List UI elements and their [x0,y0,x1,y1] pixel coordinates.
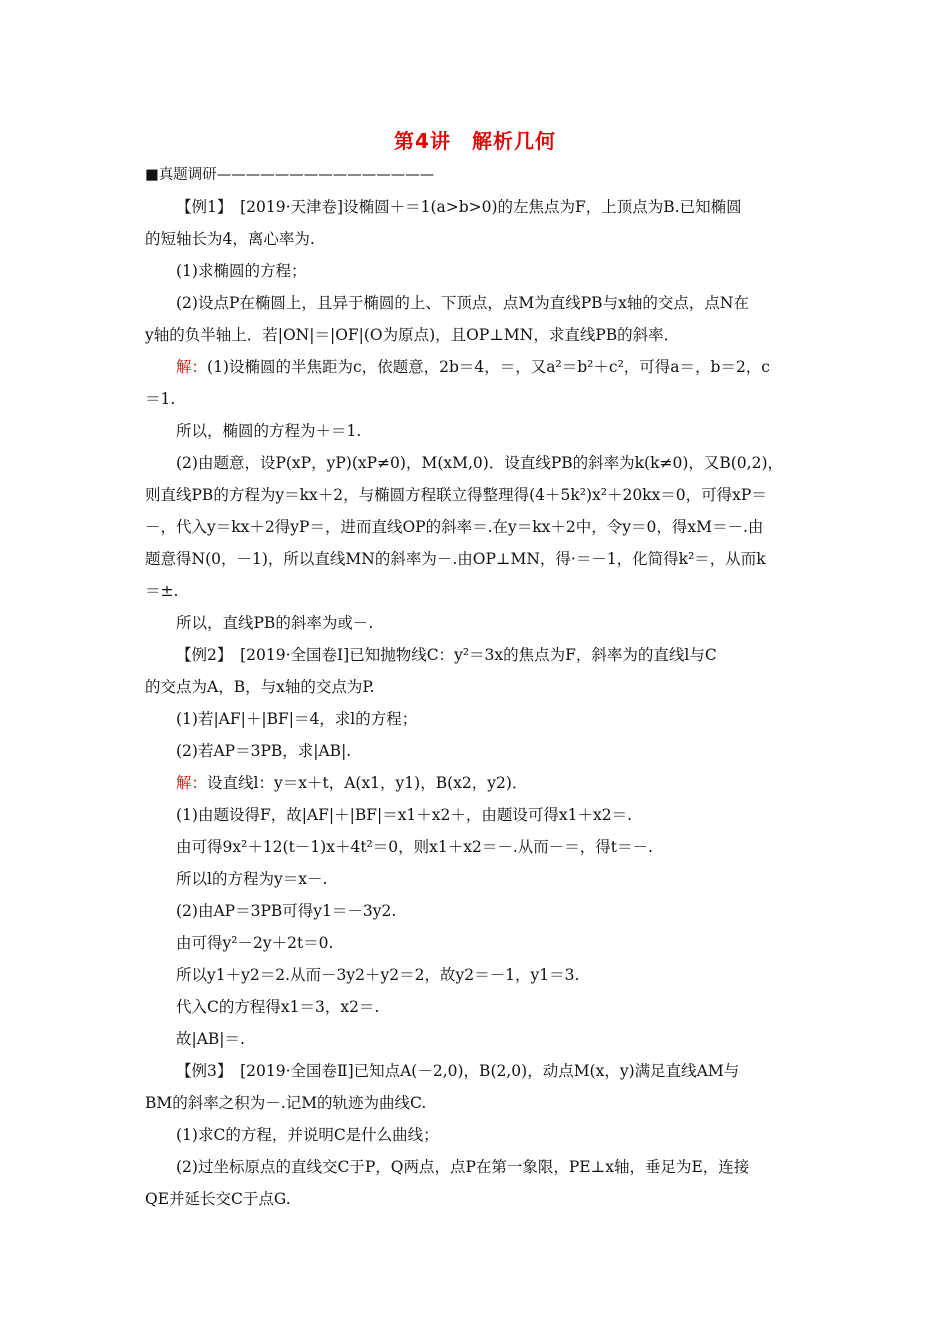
page-title: 第4讲 解析几何 [394,129,556,153]
text-line: BM的斜率之积为－.记M的轨迹为曲线C. [145,1094,427,1112]
text-line: 所以y1＋y2＝2.从而－3y2＋y2＝2，故y2＝－1，y1＝3. [176,966,580,984]
text-line: 的交点为A，B，与x轴的交点为P. [145,678,375,696]
text-line: 由可得9x²＋12(t－1)x＋4t²＝0，则x1＋x2＝－.从而－＝，得t＝－. [176,838,653,856]
text-line: (2)由题意，设P(xP，yP)(xP≠0)，M(xM,0)．设直线PB的斜率为k(k≠0)，又B(0,2)， [176,454,783,472]
question-2: (2)若AP＝3PB，求|AB|. [176,742,352,760]
section-header: ■真题调研——————————————— [145,167,435,183]
question-1: (1)求C的方程，并说明C是什么曲线； [176,1126,439,1144]
text-line: 所以，椭圆的方程为＋＝1. [176,422,362,440]
example-2-heading: 【例2】 [2019·全国卷Ⅰ]已知抛物线C：y²＝3x的焦点为F，斜率为的直线l与C [176,646,717,664]
text-line: 故|AB|＝. [176,1030,245,1048]
text-line: 则直线PB的方程为y＝kx＋2，与椭圆方程联立得整理得(4＋5k²)x²＋20kx＝0，可得xP＝ [145,486,767,504]
text-line: 的短轴长为4，离心率为. [145,230,315,248]
text-line: ＝±. [145,582,179,600]
text-line: QE并延长交C于点G. [145,1190,291,1208]
question-1: (1)若|AF|＋|BF|＝4，求l的方程； [176,710,418,728]
example-3-heading: 【例3】 [2019·全国卷Ⅱ]已知点A(－2,0)，B(2,0)，动点M(x，y)满足直线AM与 [176,1062,740,1080]
solution-line [176,357,806,377]
text-line: 所以l的方程为y＝x－. [176,870,328,888]
text-line: (1)由题设得F，故|AF|＋|BF|＝x1＋x2＋，由题设可得x1＋x2＝. [176,806,633,824]
question-2: (2)过坐标原点的直线交C于P，Q两点，点P在第一象限，PE⊥x轴，垂足为E，连接 [176,1158,750,1176]
solution-text: (1)设椭圆的半焦距为c，依题意，2b＝4，＝，又a²＝b²＋c²，可得a＝，b＝2，c [207,358,770,376]
example-1-heading: 【例1】 [2019·天津卷]设椭圆＋＝1(a>b>0)的左焦点为F，上顶点为B.已知椭圆 [176,198,742,216]
solution-line [176,773,806,793]
solution-label: 解： [176,358,208,376]
text-line: (2)由AP＝3PB可得y1＝－3y2. [176,902,397,920]
question-1: (1)求椭圆的方程； [176,262,307,280]
text-line: 由可得y²－2y＋2t＝0. [176,934,334,952]
text-line: 题意得N(0，－1)，所以直线MN的斜率为－.由OP⊥MN，得·＝－1，化简得k²＝，从而k [145,550,766,568]
text-line: y轴的负半轴上．若|ON|＝|OF|(O为原点)，且OP⊥MN，求直线PB的斜率． [145,326,680,344]
text-line: 代入C的方程得x1＝3，x2＝. [176,998,380,1016]
solution-text: 设直线l：y＝x＋t，A(x1，y1)，B(x2，y2)． [207,774,528,792]
text-line: －，代入y＝kx＋2得yP＝，进而直线OP的斜率＝.在y＝kx＋2中，令y＝0，得xM＝－.由 [145,518,764,536]
solution-label: 解： [176,774,208,792]
text-line: ＝1. [145,390,176,408]
text-line: 所以，直线PB的斜率为或－. [176,614,374,632]
question-2: (2)设点P在椭圆上，且异于椭圆的上、下顶点，点M为直线PB与x轴的交点，点N在 [176,294,749,312]
